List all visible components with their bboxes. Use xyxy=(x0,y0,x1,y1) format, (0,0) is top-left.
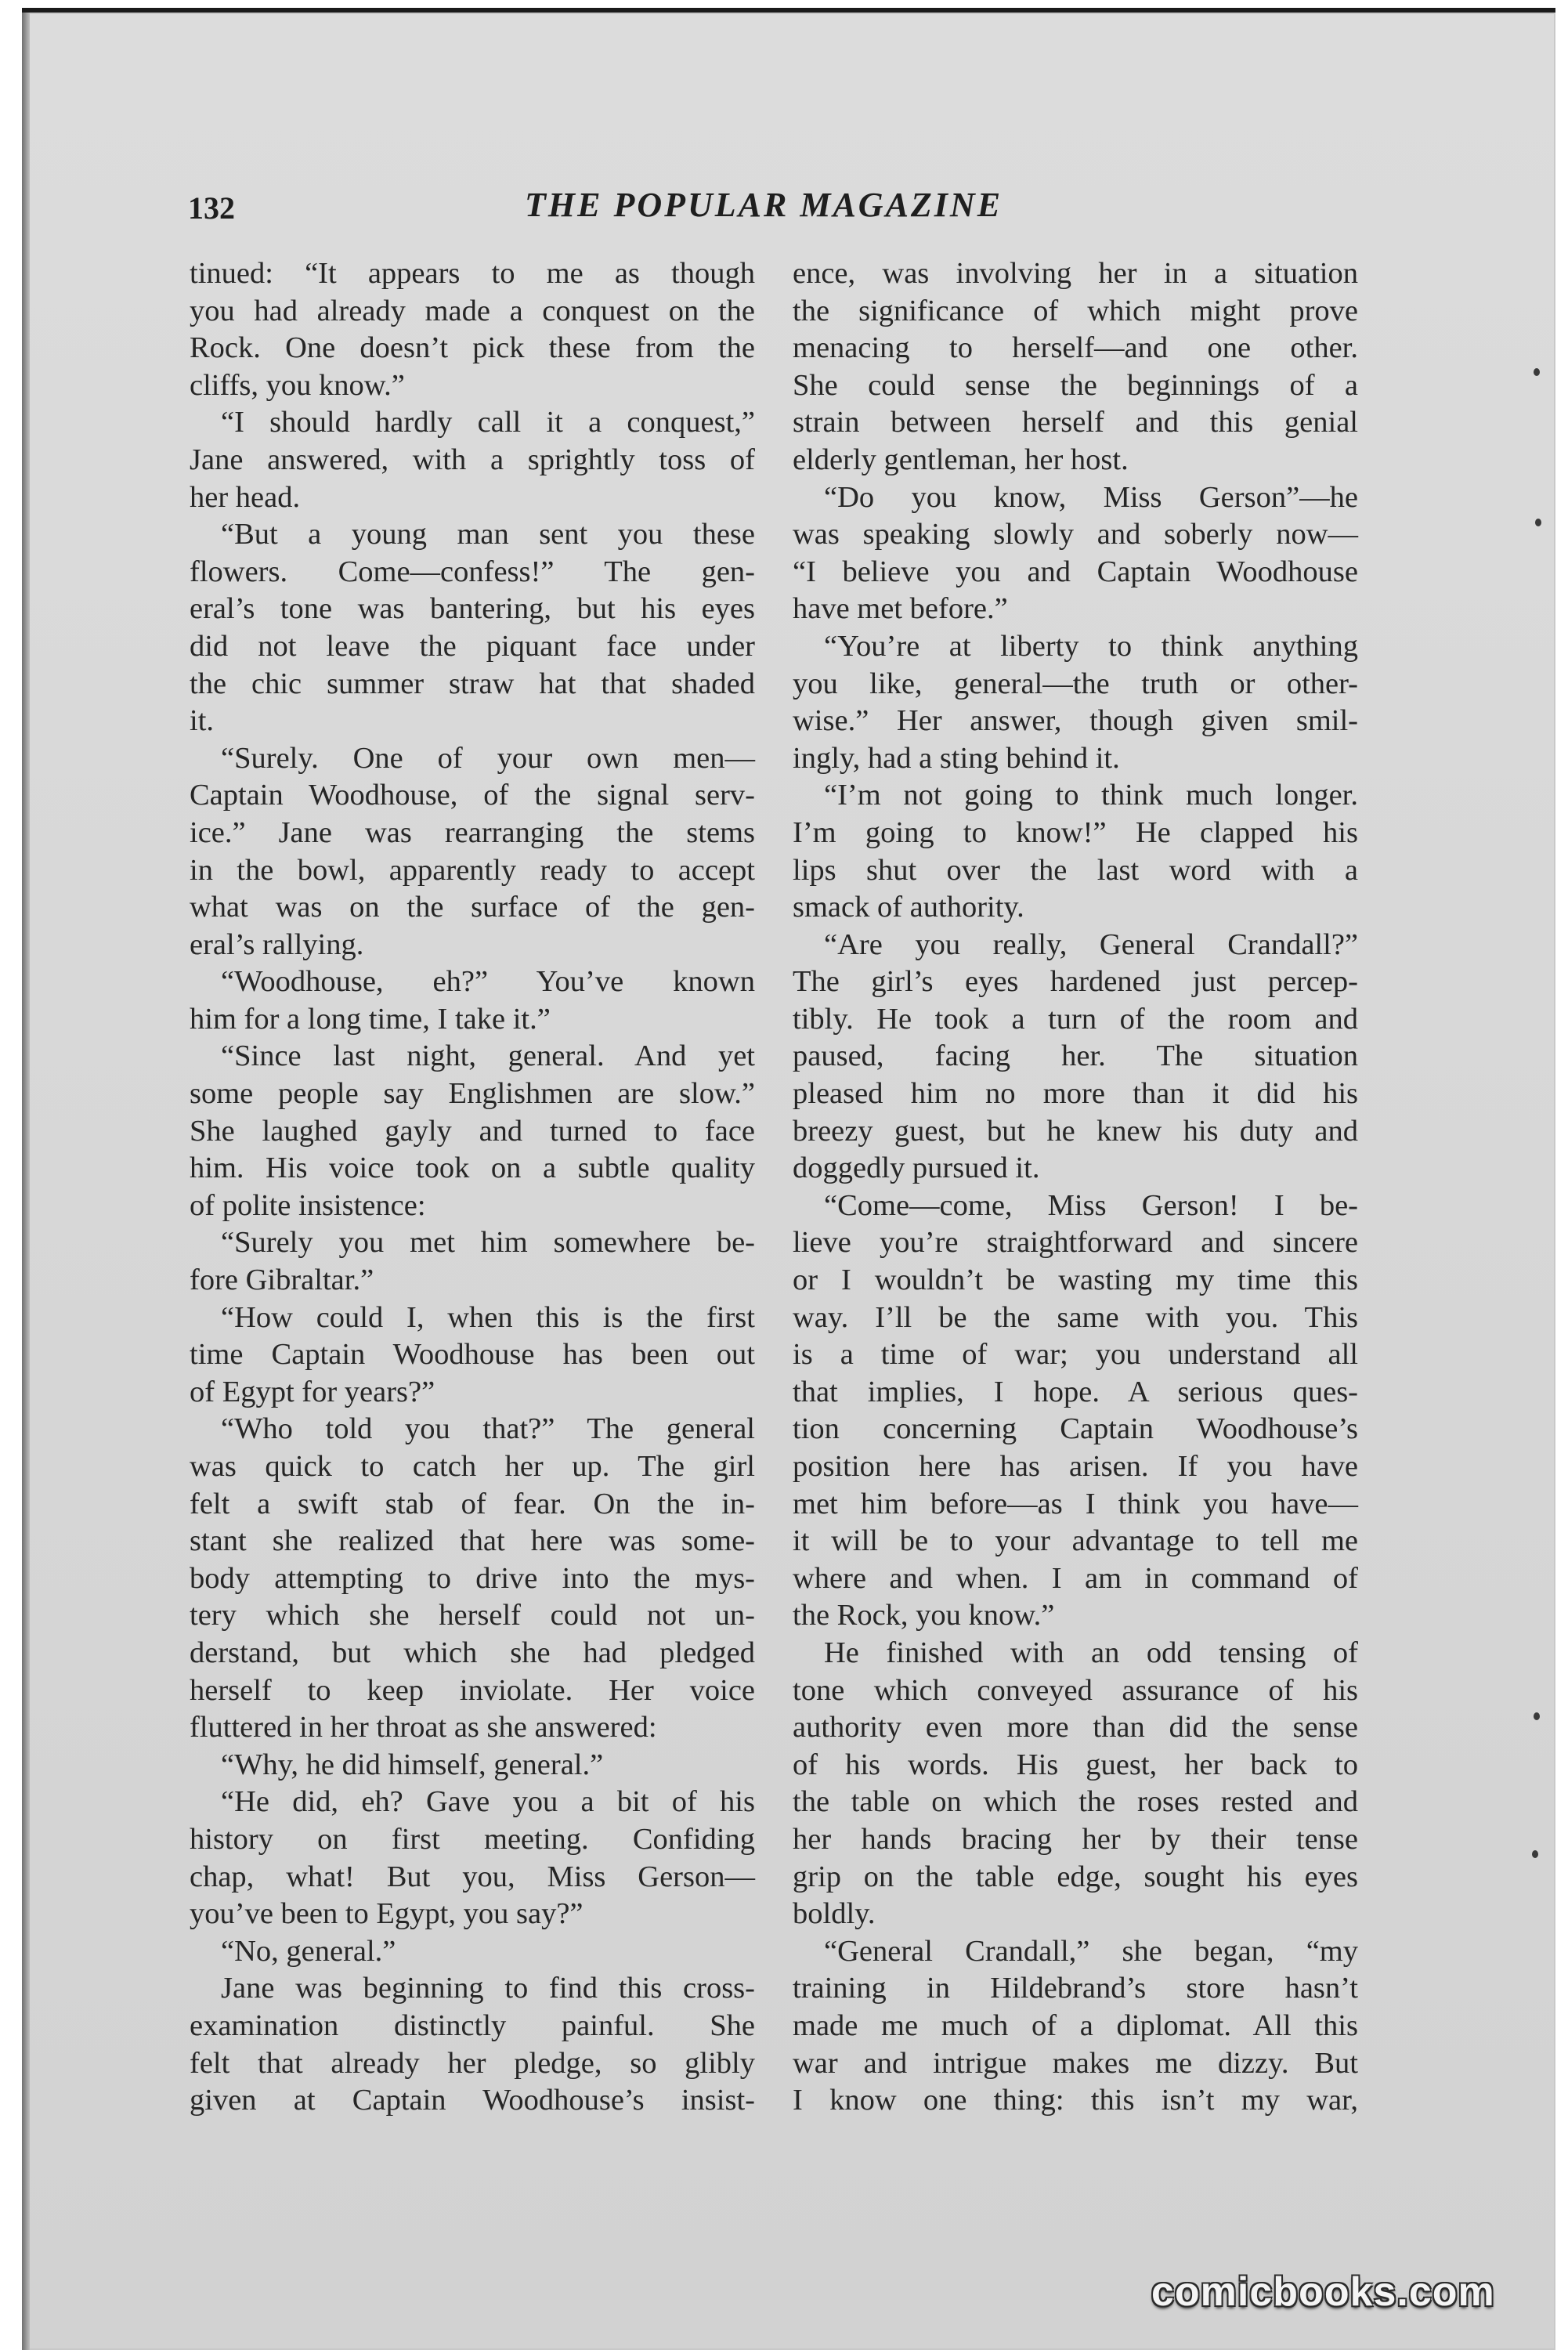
text-line: it will be to your advantage to tell me xyxy=(793,1524,1358,1558)
text-line: the significance of which might prove xyxy=(793,294,1358,327)
page-number: 132 xyxy=(188,190,235,226)
text-line: in the bowl, apparently ready to accept xyxy=(190,853,755,887)
text-line: “But a young man sent you these xyxy=(221,518,755,551)
right-text-column xyxy=(793,255,1358,2120)
text-line: way. I’ll be the same with you. This xyxy=(793,1300,1358,1334)
page-header xyxy=(188,185,1378,240)
text-line: ice.” Jane was rearranging the stems xyxy=(190,815,755,849)
text-line: Jane was beginning to find this cross- xyxy=(221,1972,755,2005)
text-line: you like, general—the truth or other- xyxy=(793,667,1358,700)
text-line: felt that already her pledge, so glibly xyxy=(190,2046,755,2080)
text-line: was quick to catch her up. The girl xyxy=(190,1450,755,1483)
text-line: “Why, he did himself, general.” xyxy=(221,1748,604,1781)
margin-speck xyxy=(1532,1850,1538,1858)
text-line: cliffs, you know.” xyxy=(190,368,405,402)
text-line: “General Crandall,” she began, “my xyxy=(824,1934,1358,1968)
text-line: “No, general.” xyxy=(221,1934,396,1968)
text-line: met him before—as I think you have— xyxy=(793,1487,1358,1520)
text-line: eral’s tone was bantering, but his eyes xyxy=(190,592,755,626)
text-line: “He did, eh? Gave you a bit of his xyxy=(221,1785,755,1819)
text-line: it. xyxy=(190,704,215,738)
text-line: of his words. His guest, her back to xyxy=(793,1748,1358,1781)
text-line: what was on the surface of the gen- xyxy=(190,891,755,924)
text-line: made me much of a diplomat. All this xyxy=(793,2008,1358,2042)
text-line: tone which conveyed assurance of his xyxy=(793,1673,1358,1707)
left-text-column xyxy=(190,255,755,2120)
text-line: “You’re at liberty to think anything xyxy=(824,629,1358,663)
text-line: I know one thing: this isn’t my war, xyxy=(793,2084,1358,2117)
text-line: lieve you’re straightforward and sincere xyxy=(793,1226,1358,1260)
margin-speck xyxy=(1535,519,1541,526)
text-line: position here has arisen. If you have xyxy=(793,1450,1358,1483)
text-line: of Egypt for years?” xyxy=(190,1375,435,1408)
text-line: felt a swift stab of fear. On the in- xyxy=(190,1487,755,1520)
text-line: “Are you really, General Crandall?” xyxy=(824,927,1358,961)
text-line: menacing to herself—and one other. xyxy=(793,331,1358,365)
text-line: tery which she herself could not un- xyxy=(190,1599,755,1632)
text-line: doggedly pursued it. xyxy=(793,1152,1040,1185)
magazine-title: THE POPULAR MAGAZINE xyxy=(525,186,1003,224)
text-line: have met before.” xyxy=(793,592,1008,626)
text-line: “I should hardly call it a conquest,” xyxy=(221,406,755,439)
text-line: “Surely. One of your own men— xyxy=(221,741,755,775)
text-line: authority even more than did the sense xyxy=(793,1711,1358,1744)
text-line: flowers. Come—confess!” The gen- xyxy=(190,555,755,588)
text-line: ence, was involving her in a situation xyxy=(793,257,1358,290)
text-line: war and intrigue makes me dizzy. But xyxy=(793,2046,1358,2080)
text-line: lips shut over the last word with a xyxy=(793,853,1358,887)
text-line: the chic summer straw hat that shaded xyxy=(190,667,755,700)
text-line: the table on which the roses rested and xyxy=(793,1785,1358,1819)
text-line: her hands bracing her by their tense xyxy=(793,1822,1358,1856)
text-line: grip on the table edge, sought his eyes xyxy=(793,1860,1358,1893)
text-line: body attempting to drive into the mys- xyxy=(190,1561,755,1595)
text-line: history on first meeting. Confiding xyxy=(190,1822,755,1856)
text-line: “How could I, when this is the first xyxy=(221,1300,755,1334)
text-line: tion concerning Captain Woodhouse’s xyxy=(793,1412,1358,1446)
text-line: elderly gentleman, her host. xyxy=(793,443,1129,476)
text-line: fore Gibraltar.” xyxy=(190,1264,374,1297)
text-line: The girl’s eyes hardened just percep- xyxy=(793,965,1358,999)
text-line: examination distinctly painful. She xyxy=(190,2008,755,2042)
text-line: did not leave the piquant face under xyxy=(190,629,755,663)
text-line: “I believe you and Captain Woodhouse xyxy=(793,555,1358,588)
text-line: “Surely you met him somewhere be- xyxy=(221,1226,755,1260)
text-line: was speaking slowly and soberly now— xyxy=(793,518,1358,551)
text-line: chap, what! But you, Miss Gerson— xyxy=(190,1860,755,1893)
text-line: fluttered in her throat as she answered: xyxy=(190,1711,657,1744)
text-line: “I’m not going to think much longer. xyxy=(824,779,1358,812)
watermark-logo: comicbooks.com xyxy=(1151,2269,1495,2315)
text-line: time Captain Woodhouse has been out xyxy=(190,1338,755,1372)
text-line: eral’s rallying. xyxy=(190,927,364,961)
text-line: She laughed gayly and turned to face xyxy=(190,1114,755,1148)
text-line: I’m going to know!” He clapped his xyxy=(793,815,1358,849)
text-line: where and when. I am in command of xyxy=(793,1561,1358,1595)
text-line: “Who told you that?” The general xyxy=(221,1412,755,1446)
text-line: ingly, had a sting behind it. xyxy=(793,741,1120,775)
text-line: of polite insistence: xyxy=(190,1188,426,1222)
text-line: smack of authority. xyxy=(793,891,1024,924)
text-line: “Do you know, Miss Gerson”—he xyxy=(824,480,1358,514)
text-line: paused, facing her. The situation xyxy=(793,1039,1358,1073)
text-line: given at Captain Woodhouse’s insist- xyxy=(190,2084,755,2117)
page-left-edge xyxy=(22,13,30,2350)
text-line: tinued: “It appears to me as though xyxy=(190,257,755,290)
text-line: boldly. xyxy=(793,1897,876,1931)
text-line: “Come—come, Miss Gerson! I be- xyxy=(824,1188,1358,1222)
text-line: the Rock, you know.” xyxy=(793,1599,1055,1632)
text-line: her head. xyxy=(190,480,301,514)
text-line: strain between herself and this genial xyxy=(793,406,1358,439)
text-line: you had already made a conquest on the xyxy=(190,294,755,327)
text-line: or I wouldn’t be wasting my time this xyxy=(793,1264,1358,1297)
text-line: pleased him no more than it did his xyxy=(793,1077,1358,1111)
text-line: wise.” Her answer, though given smil- xyxy=(793,704,1358,738)
text-line: him. His voice took on a subtle quality xyxy=(190,1152,755,1185)
text-line: Captain Woodhouse, of the signal serv- xyxy=(190,779,755,812)
text-line: derstand, but which she had pledged xyxy=(190,1636,755,1669)
margin-speck xyxy=(1534,368,1540,376)
text-line: herself to keep inviolate. Her voice xyxy=(190,1673,755,1707)
text-line: some people say Englishmen are slow.” xyxy=(190,1077,755,1111)
text-line: “Woodhouse, eh?” You’ve known xyxy=(221,965,755,999)
text-line: him for a long time, I take it.” xyxy=(190,1002,551,1036)
text-line: She could sense the beginnings of a xyxy=(793,368,1358,402)
text-line: breezy guest, but he knew his duty and xyxy=(793,1114,1358,1148)
text-line: you’ve been to Egypt, you say?” xyxy=(190,1897,583,1931)
text-line: tibly. He took a turn of the room and xyxy=(793,1002,1358,1036)
text-line: Jane answered, with a sprightly toss of xyxy=(190,443,755,476)
text-line: is a time of war; you understand all xyxy=(793,1338,1358,1372)
text-line: that implies, I hope. A serious ques- xyxy=(793,1375,1358,1408)
text-line: He finished with an odd tensing of xyxy=(824,1636,1358,1669)
text-line: Rock. One doesn’t pick these from the xyxy=(190,331,755,365)
text-line: “Since last night, general. And yet xyxy=(221,1039,755,1073)
margin-speck xyxy=(1534,1712,1540,1720)
text-line: stant she realized that here was some- xyxy=(190,1524,755,1558)
text-line: training in Hildebrand’s store hasn’t xyxy=(793,1972,1358,2005)
